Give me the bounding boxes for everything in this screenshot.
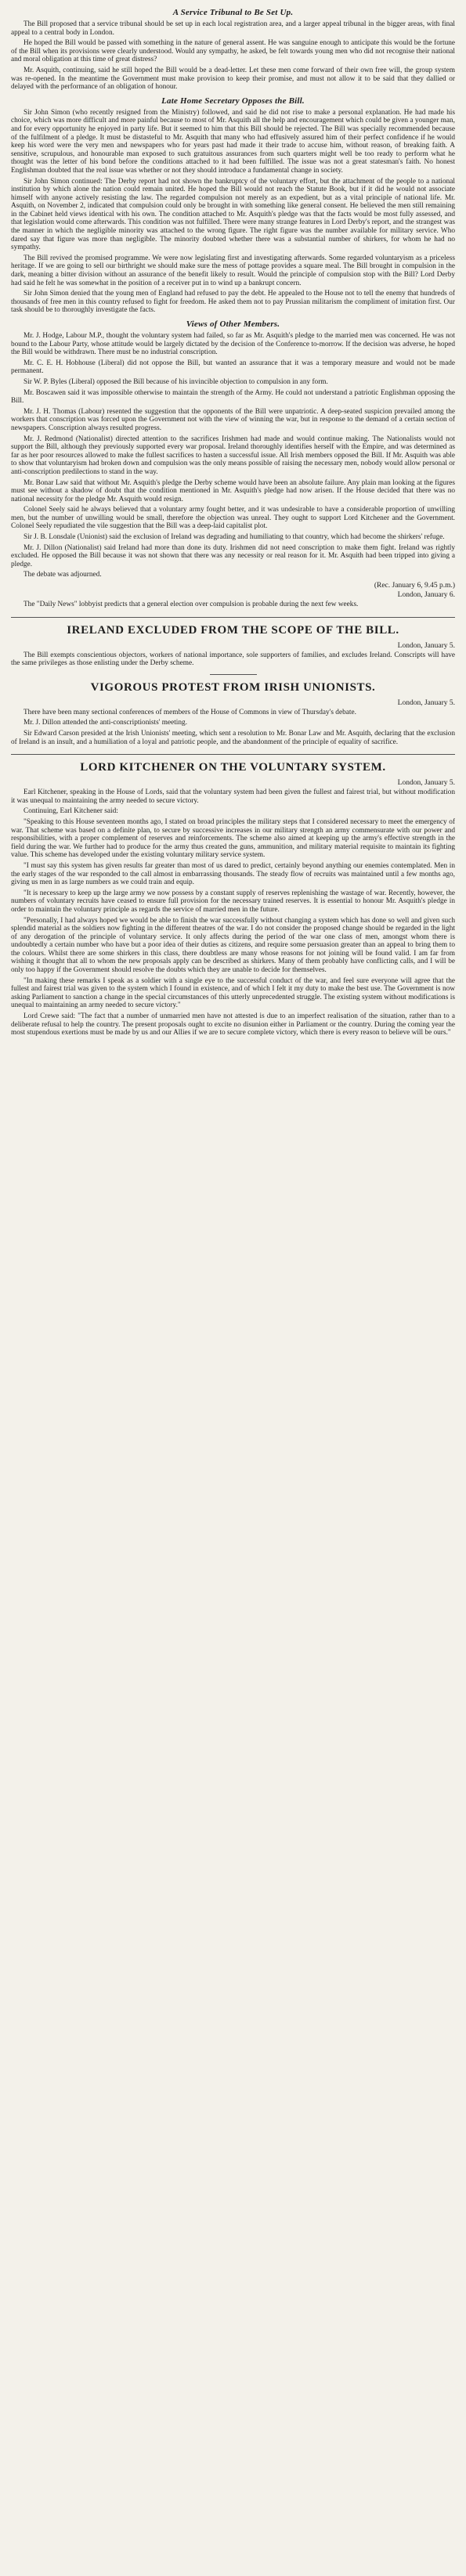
section-body	[11, 20, 455, 92]
article-paragraph: There have been many sectional conferences of members of the House of Commons in view of Thursday's debate.	[23, 708, 356, 716]
divider	[210, 674, 257, 675]
article-paragraph: "In making these remarks I speak as a soldier with a single eye to the successful conduct of the war, and feel sure everyone will agree that the fullest and fairest trial was given to the system which I found in existence, and of which I felt it my duty to make the best use. The Government is now asking Parliament to sanction a change in the special circumstances of this utterly unprecedented struggle. The existing system without modifications is unequal to maintaining an army needed to secure victory."	[11, 976, 455, 1010]
article-paragraph: Mr. Boscawen said it was impossible otherwise to maintain the strength of the Army. He could not understand a patriotic Englishman opposing the Bill.	[11, 388, 455, 406]
article-paragraph: Continuing, Earl Kitchener said:	[23, 807, 118, 816]
dateline: London, January 5.	[397, 641, 455, 650]
article-paragraph: "It is necessary to keep up the large army we now possess by a constant supply of reserves replenishing the wastage of war. Recently, however, the numbers of voluntary recruits have ceased to ensure full provision for the necessary trained reserves. It is essential to honour Mr. Asquith's pledge in order to maintain the voluntary principle as regards the service of married men in the future.	[11, 889, 455, 914]
section-body	[11, 109, 455, 315]
section-body	[11, 601, 455, 609]
dateline: London, January 5.	[397, 698, 455, 707]
article-paragraph: Sir John Simon continued: The Derby report had not shown the bankruptcy of the voluntary effort, but the attachment of the people to a national institution by which alone the nation could remain united. He hoped the Bill would not reach the Statute Book, but if it did he would not associate himself with anyone actively resisting the law. The regarded compulsion not merely as an expedient, but as a vital principle of national life. Mr. Asquith, on November 2, indicated that compulsion could only be brought in with something like general consent. He believed the men still remaining in the Cabinet held views identical with his own. The condition attached to Mr. Asquith's pledge was that the facts would be most fully assessed, and that legislation would come afterwards. This condition was not fulfilled. There were many strange features in Lord Derby's report, and the strangest was the manner in which the negligible minority was attached to the wrong figure. The right figure was the number available for military service. Who dared say that figure was more than negligible. The minority doubted whether there was a substantial number of shirkers, for whom he had no sympathy.	[11, 177, 455, 252]
article-paragraph: "Personally, I had always hoped we would be able to finish the war successfully without changing a system which has done so well and given such splendid material as the soldiers now fighting in the different theatres of the war. I do not consider the proposed change should be regarded in the light of any derogation of the principle of voluntary service. It only affects during the period of the war one class of men, amongst whom there is undoubtedly a certain number who have but a poor idea of their duties as citizens, and require some persuasion greater than an appeal to bring them to the colours. Whilst there are some shirkers in this class, there doubtless are many whose reasons for not joining will be found valid. I am far from wishing it thought that all to whom the new proposals apply can be described as shirkers. Many of them probably have conflicting calls, and I will be only too happy if the Government should resolve the doubts which they are unable to decide for themselves.	[11, 916, 455, 975]
article-paragraph: Mr. Asquith, continuing, said he still hoped the Bill would be a dead-letter. Let these men come forward of their own free will, the group system was re-opened. In the meantime the Government must make provision to keep their promise, and must not allow it to be said that they dallied or delayed with the performance of an obligation of honour.	[11, 66, 455, 92]
article-paragraph: Mr. J. Dillon (Nationalist) said Ireland had more than done its duty. Irishmen did not need conscription to make them fight. Ireland was rightly excluded. He opposed the Bill because it was not shown that there was any necessity or real reason for it. Mr. Asquith had been tripped into giving a pledge.	[11, 543, 455, 568]
section-body	[11, 788, 455, 1037]
article-paragraph: Mr. J. H. Thomas (Labour) resented the suggestion that the opponents of the Bill were unpatriotic. A deep-seated suspicion prevailed among the workers that conscription was forced upon the Government not with the view of winning the war, but in response to the demand of a certain section of newspapers. Conscription always resulted progress.	[11, 407, 455, 432]
article-paragraph: Colonel Seely said he always believed that a voluntary army fought better, and it was undesirable to have a considerable proportion of unwilling men, but the number of unwilling would be small, therefore the objection was unreal. They ought to support Lord Kitchener and the Government. Colonel Seely repudiated the vile suggestion that the Bill was a deep-laid capitalist plot.	[11, 506, 455, 531]
article-paragraph: The Bill proposed that a service tribunal should be set up in each local registration area, and a larger appeal tribunal in the bigger areas, with final appeal to a central body in London.	[11, 20, 455, 37]
article-paragraph: "Speaking to this House seventeen months ago, I stated on broad principles the military steps that I considered necessary to meet the emergency of war. That scheme was based on a definite plan, to secure by successive increases in our military strength an army commensurate with our power and responsibilities, with a proper complement of reserves and reinforcements. The scheme also aimed at keeping up the army's effective strength in the field during the war. We further had to produce for the army thus created the guns, ammunition, and military material requisite to maintain its fighting value. This scheme has developed under the existing voluntary military service system.	[11, 817, 455, 860]
section-body	[11, 651, 455, 668]
dateline: (Rec. January 6, 9.45 p.m.)	[374, 582, 455, 590]
divider	[11, 754, 455, 755]
article-paragraph: Sir J. B. Lonsdale (Unionist) said the exclusion of Ireland was degrading and humiliating to that country, which had become the shirkers' refuge.	[23, 533, 445, 542]
section-heading: Views of Other Members.	[186, 319, 280, 329]
article-paragraph: He hoped the Bill would be passed with something in the nature of general assent. He was sanguine enough to anticipate this would be the fortune of the Bill when its provisions were clearly understood. Would any sympathy, he asked, be felt towards young men who did not recognise their national and moral obligation at this time of great distress?	[11, 39, 455, 64]
article-paragraph: Mr. J. Redmond (Nationalist) directed attention to the sacrifices Irishmen had made and would continue making. The Nationalists would not support the Bill, although they previously supported every war proposal. Ireland thoroughly identifies herself with the Empire, and was determined as far as her poor resources allowed to make the fullest sacrifices to hasten a successful issue. All Irish members opposed the Bill. If Mr. Asquith was able to show that voluntaryism had broken down and compulsion was the only means possible of raising the necessary men, nobody would allow personal or anti-conscription predilections to stand in the way.	[11, 435, 455, 476]
article-paragraph: Sir John Simon denied that the young men of England had refused to pay the debt. He appealed to the House not to tell the enemy that hundreds of thousands of free men in this country refused to fight for freedom. He asked them not to pay Prussian militarism the compliment of imitation first. Our task should be to thoroughly investigate the facts.	[11, 290, 455, 315]
article-paragraph: The debate was adjourned.	[23, 571, 102, 579]
section-body	[11, 709, 455, 746]
article-paragraph: Mr. J. Dillon attended the anti-conscriptionists' meeting.	[23, 719, 188, 727]
section-heading: LORD KITCHENER ON THE VOLUNTARY SYSTEM.	[80, 761, 386, 774]
article-paragraph: The "Daily News" lobbyist predicts that a general election over compulsion is probable during the next few weeks.	[23, 601, 359, 609]
article-paragraph: Lord Crewe said: "The fact that a number of unmarried men have not attested is due to an imperfect realisation of the situation, rather than to a deliberate refusal to help the country. The present proposals ought to excite no disunion either in Parliament or the country. During the coming year the most stupendous exertions must be made by us and our Allies if we are to secure complete victory, which there is every reason to believe will be ours."	[11, 1012, 455, 1037]
article-paragraph: Earl Kitchener, speaking in the House of Lords, said that the voluntary system had been given the fullest and fairest trial, but without modification it was unequal to maintaining the army needed to secure victory.	[11, 788, 455, 805]
article-paragraph: "I must say this system has given results far greater than most of us dared to predict, certainly beyond anything our enemies contemplated. Men in the early stages of the war responded to the call almost in embarrassing thousands. The steady flow of recruits was maintained until a few months ago, giving us men in as large numbers as we could train and equip.	[11, 861, 455, 887]
section-heading: Late Home Secretary Opposes the Bill.	[161, 96, 305, 106]
dateline: London, January 5.	[397, 779, 455, 788]
article-paragraph: Sir W. P. Byles (Liberal) opposed the Bill because of his invincible objection to compulsion in any form.	[23, 377, 328, 386]
section-heading: IRELAND EXCLUDED FROM THE SCOPE OF THE BILL.	[67, 623, 399, 637]
article-paragraph: Mr. J. Hodge, Labour M.P., thought the voluntary system had failed, so far as Mr. Asquith's pledge to the married men was concerned. He was not bound to the Labour Party, whose attitude would be largely dictated by the decision of the Conference to-morrow. If the decision was adverse, he hoped the Bill would be withdrawn. There must be no industrial conscription.	[11, 332, 455, 357]
section-heading: A Service Tribunal to Be Set Up.	[172, 8, 294, 17]
dateline: London, January 6.	[397, 591, 455, 600]
article-paragraph: The Bill exempts conscientious objectors, workers of national importance, sole supporters of families, and excludes Ireland. Conscripts will have the same privileges as those enlisting under the Derby scheme.	[11, 651, 455, 668]
article-paragraph: Mr. C. E. H. Hobhouse (Liberal) did not oppose the Bill, but wanted an assurance that it was a temporary measure and would not be made permanent.	[11, 359, 455, 376]
article-paragraph: The Bill revived the promised programme. We were now legislating first and investigating afterwards. Some regarded voluntaryism as a priceless heritage. If we are going to sell our birthright we should make sure the mess of pottage provides a square meal. The Bill brought in compulsion in the dark, meaning a bitter division without an assurance of the benefit likely to result. Would the principle of compulsion stop with the Bill? Lord Derby had said he felt he was somewhat in the position of a receiver put in to wind up a bankrupt concern.	[11, 254, 455, 287]
article-paragraph: Sir John Simon (who recently resigned from the Ministry) followed, and said he did not rise to make a personal explanation. He had made his choice, which was more difficult and more painful because to most of Mr. Asquith all the help and encouragement which could be given a younger man, and for every opportunity he enjoyed in party life. But it seemed to him that this Bill should be rejected. The Bill was specially recommended because of the fulfilment of a pledge. It must be distasteful to Mr. Asquith that many who had effusively assured him of their perfect confidence if he would keep his word were the very men and newspapers who for years past had made it their trade to accuse him, without reason, of breaking faith. A sensitive, scrupulous, and honourable man exposed to such gratuitous assurances from such quarters might well be too ready to perform what he thought was the letter of his bond before the conditions attached to it had been fulfilled. The issue was not a great statesman's faith. No honest Englishman doubted that the real issue was whether or not they should introduce a fundamental change in society.	[11, 108, 455, 175]
divider	[11, 617, 455, 618]
article-paragraph: Sir Edward Carson presided at the Irish Unionists' meeting, which sent a resolution to Mr. Bonar Law and Mr. Asquith, declaring that the exclusion of Ireland is an insult, and a humiliation of a loyal and patriotic people, and the abandonment of the principle of equality of sacrifice.	[11, 730, 455, 746]
section-heading: VIGOROUS PROTEST FROM IRISH UNIONISTS.	[90, 680, 376, 694]
article-paragraph: Mr. Bonar Law said that without Mr. Asquith's pledge the Derby scheme would have been an absolute failure. Any plain man looking at the figures must see without a shadow of doubt that the condition mentioned in Mr. Asquith's pledge had now arisen. If the House decided that there was no national necessity for the pledge Mr. Asquith would resign.	[11, 478, 455, 503]
section-body	[11, 332, 455, 579]
